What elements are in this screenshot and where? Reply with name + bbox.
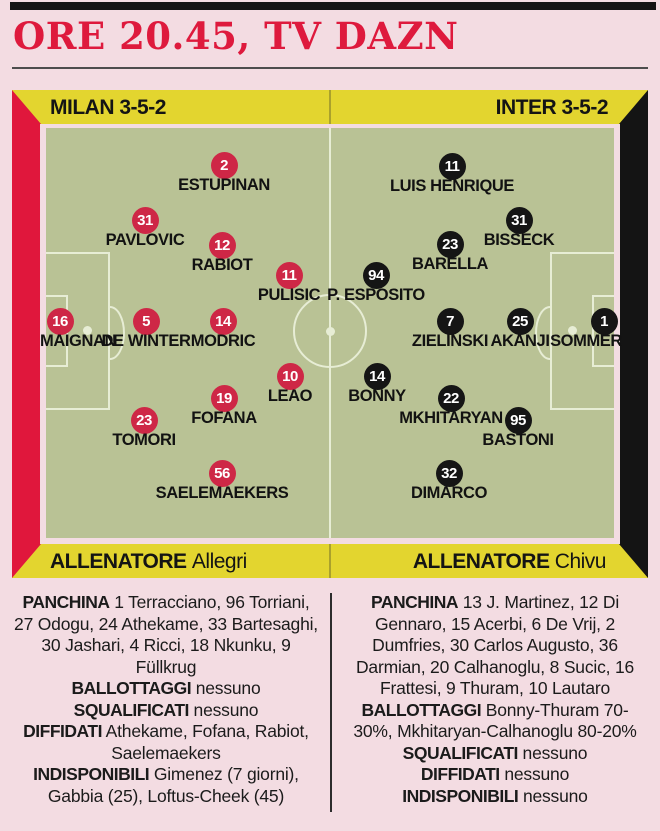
home-player-number: 2 bbox=[211, 152, 238, 179]
away-bench-section-ballottaggi: BALLOTTAGGI Bonny-Thuram 70-30%, Mkhitaryan-Calhanoglu 80-20% bbox=[353, 699, 637, 741]
away-bench-section-indisponibili: INDISPONIBILI nessuno bbox=[402, 785, 588, 806]
bench-section-label: PANCHINA bbox=[370, 592, 459, 612]
away-player-name: BISSECK bbox=[483, 231, 555, 249]
home-player-name: DE WINTER bbox=[101, 332, 191, 350]
title-underline bbox=[12, 67, 648, 69]
bench-section-label: PANCHINA bbox=[22, 592, 110, 612]
kickoff-tv-title: ORE 20.45, TV DAZN bbox=[13, 14, 459, 58]
bench-section-label: BALLOTTAGGI bbox=[71, 678, 192, 698]
away-player-name: LUIS HENRIQUE bbox=[389, 177, 515, 195]
away-player-name: BASTONI bbox=[482, 431, 554, 449]
away-player-name: SOMMER bbox=[550, 332, 622, 350]
home-player-number: 19 bbox=[211, 385, 238, 412]
home-team-name: MILAN bbox=[50, 96, 114, 119]
away-bench-section-panchina: PANCHINA 13 J. Martinez, 12 Di Gennaro, 15 Acerbi, 6 De Vrij, 2 Dumfries, 30 Carlos Augusto, 36 Darmian, 20 Calhanoglu, 8 Sucic, 16 Frattesi, 9 Thuram, 10 Lautaro bbox=[355, 592, 635, 698]
home-player-number: 12 bbox=[209, 232, 236, 259]
bench-section-label: INDISPONIBILI bbox=[33, 764, 150, 784]
away-player-number: 22 bbox=[438, 385, 465, 412]
away-player-number: 1 bbox=[591, 308, 618, 335]
home-player-name: LEAO bbox=[267, 387, 313, 405]
home-player-number: 11 bbox=[276, 262, 303, 289]
home-player-number: 23 bbox=[131, 407, 158, 434]
home-player-name: PAVLOVIC bbox=[105, 231, 185, 249]
away-player-name: DIMARCO bbox=[410, 484, 488, 502]
bench-section-label: SQUALIFICATI bbox=[402, 742, 518, 763]
home-player-name: FOFANA bbox=[191, 409, 257, 427]
away-formation: 3-5-2 bbox=[561, 96, 608, 119]
home-player-number: 56 bbox=[209, 460, 236, 487]
home-bench-section-indisponibili: INDISPONIBILI Gimenez (7 giorni), Gabbia (25), Loftus-Cheek (45) bbox=[33, 764, 299, 806]
away-player-name: MKHITARYAN bbox=[399, 409, 503, 427]
away-team-name: INTER bbox=[495, 96, 557, 119]
home-player-number: 16 bbox=[47, 308, 74, 335]
bench-section-label: SQUALIFICATI bbox=[73, 699, 189, 720]
home-coach bbox=[50, 550, 247, 574]
away-player-number: 32 bbox=[436, 460, 463, 487]
away-player-number: 94 bbox=[363, 262, 390, 289]
away-player-number: 14 bbox=[364, 363, 391, 390]
home-bench-notes bbox=[13, 592, 319, 807]
away-coach bbox=[413, 550, 606, 574]
away-player-number: 11 bbox=[439, 153, 466, 180]
home-bench-section-ballottaggi: BALLOTTAGGI nessuno bbox=[71, 678, 261, 698]
home-player-name: TOMORI bbox=[112, 431, 176, 449]
home-player-name: ESTUPINAN bbox=[178, 176, 270, 194]
away-player-name: ZIELINSKI bbox=[411, 332, 489, 350]
home-coach-name: Allegri bbox=[191, 550, 247, 573]
header-band-divider bbox=[329, 90, 331, 124]
home-player-number: 31 bbox=[132, 207, 159, 234]
away-coach-name: Chivu bbox=[554, 550, 606, 573]
home-bench-section-panchina: PANCHINA 1 Terracciano, 96 Torriani, 27 Odogu, 24 Athekame, 33 Bartesaghi, 30 Jashari, 4 Ricci, 18 Nkunku, 9 Füllkrug bbox=[14, 592, 318, 677]
home-bench-section-squalificati: SQUALIFICATI nessuno bbox=[73, 699, 259, 720]
home-player-number: 5 bbox=[133, 308, 160, 335]
away-bench-notes bbox=[342, 592, 648, 807]
home-bench-section-diffidati: DIFFIDATI Athekame, Fofana, Rabiot, Saelemaekers bbox=[23, 721, 309, 763]
away-player-name: P. ESPOSITO bbox=[327, 286, 425, 304]
inter-black-side-strip bbox=[620, 124, 648, 544]
away-player-number: 7 bbox=[437, 308, 464, 335]
home-player-number: 10 bbox=[277, 363, 304, 390]
footer-band-divider bbox=[329, 544, 331, 578]
away-bench-section-squalificati: SQUALIFICATI nessuno bbox=[402, 742, 588, 763]
away-player-number: 25 bbox=[507, 308, 534, 335]
top-rule bbox=[10, 2, 656, 10]
home-formation: 3-5-2 bbox=[119, 96, 166, 119]
away-player-number: 23 bbox=[437, 231, 464, 258]
bench-section-label: DIFFIDATI bbox=[420, 764, 500, 784]
bench-columns-divider bbox=[330, 593, 332, 812]
away-player-number: 31 bbox=[506, 207, 533, 234]
pitch-center-spot bbox=[326, 327, 335, 336]
away-player-name: BARELLA bbox=[411, 255, 489, 273]
away-player-name: BONNY bbox=[348, 387, 406, 405]
home-player-name: MAIGNAN bbox=[39, 332, 117, 350]
milan-red-side-strip bbox=[12, 124, 40, 544]
away-bench-section-diffidati: DIFFIDATI nessuno bbox=[420, 764, 570, 784]
home-player-name: RABIOT bbox=[191, 256, 253, 274]
away-team-formation-header bbox=[496, 96, 608, 120]
home-player-name: PULISIC bbox=[257, 286, 321, 304]
home-player-name: SAELEMAEKERS bbox=[155, 484, 289, 502]
away-coach-label: ALLENATORE bbox=[412, 550, 550, 573]
home-player-name: MODRIC bbox=[190, 332, 256, 350]
home-coach-label: ALLENATORE bbox=[50, 550, 187, 573]
home-player-number: 14 bbox=[210, 308, 237, 335]
away-player-number: 95 bbox=[505, 407, 532, 434]
bench-section-label: INDISPONIBILI bbox=[402, 785, 519, 806]
bench-section-label: BALLOTTAGGI bbox=[361, 699, 482, 720]
home-team-formation-header bbox=[50, 96, 166, 120]
bench-section-label: DIFFIDATI bbox=[23, 721, 102, 741]
away-player-name: AKANJI bbox=[490, 332, 550, 350]
